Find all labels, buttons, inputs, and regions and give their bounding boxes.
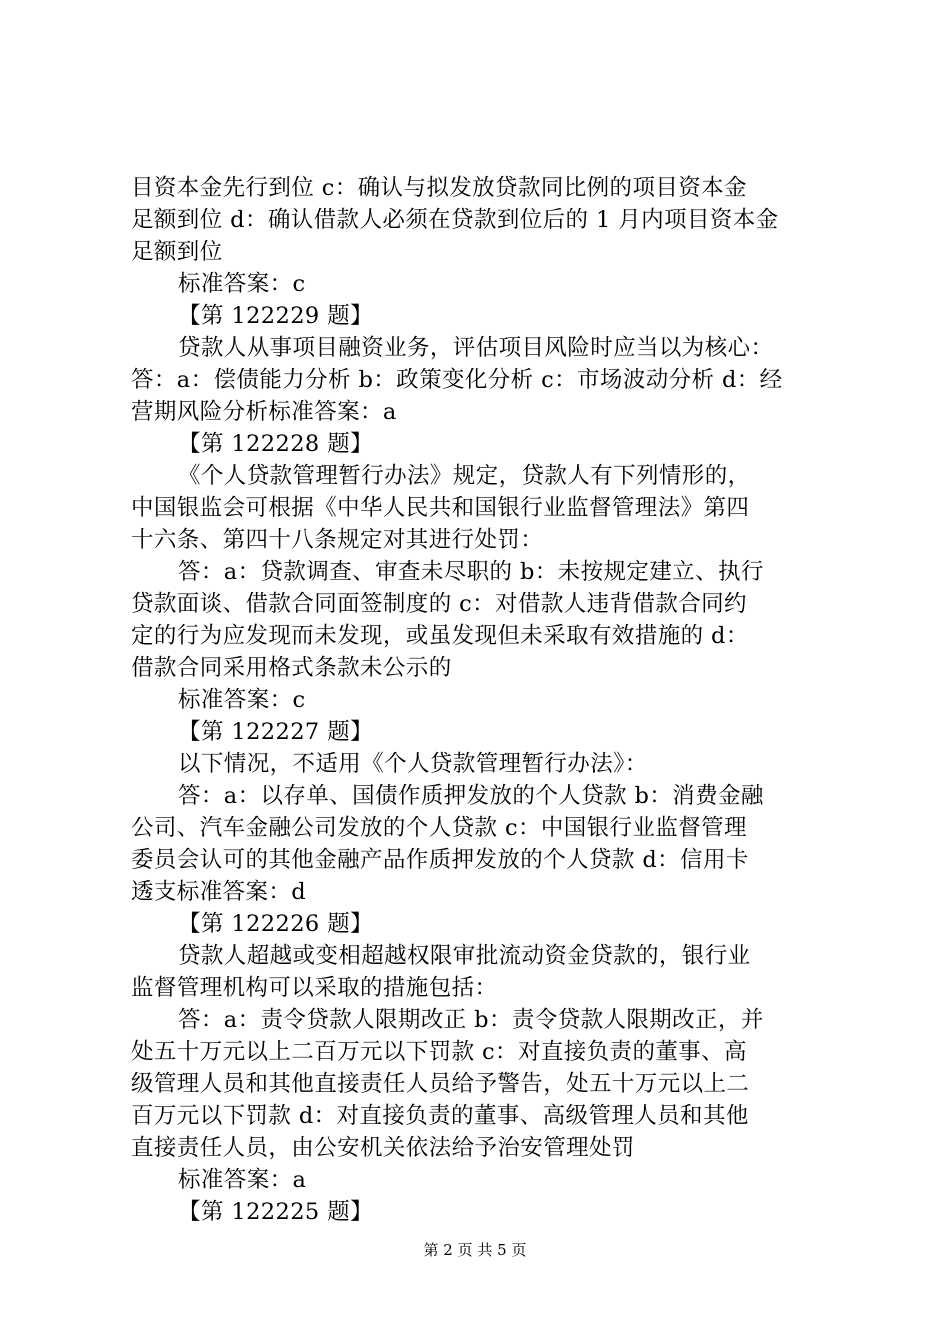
text-line: 足额到位 d：确认借款人必须在贷款到位后的 1 月内项目资本金	[131, 207, 779, 233]
text-line: 标准答案：a	[178, 1167, 307, 1193]
text-line: 【第 122226 题】	[178, 911, 373, 937]
text-line: 公司、汽车金融公司发放的个人贷款 c：中国银行业监督管理	[131, 815, 747, 841]
text-line: 目资本金先行到位 c：确认与拟发放贷款同比例的项目资本金	[131, 175, 747, 201]
text-line: 借款合同采用格式条款未公示的	[131, 655, 452, 681]
document-body	[131, 172, 831, 1228]
text-line: 【第 122229 题】	[178, 303, 373, 329]
text-line: 【第 122225 题】	[178, 1199, 373, 1225]
text-line: 直接责任人员，由公安机关依法给予治安管理处罚	[131, 1135, 635, 1161]
page-footer: 第 2 页 共 5 页	[423, 1241, 527, 1259]
text-line: 委员会认可的其他金融产品作质押发放的个人贷款 d：信用卡	[131, 847, 749, 873]
text-line: 答：a：偿债能力分析 b：政策变化分析 c：市场波动分析 d：经	[131, 367, 783, 393]
text-line: 中国银监会可根据《中华人民共和国银行业监督管理法》第四	[131, 495, 750, 521]
text-line: 监督管理机构可以采取的措施包括：	[131, 975, 498, 1001]
text-line: 【第 122227 题】	[178, 719, 373, 745]
text-line: 贷款面谈、借款合同面签制度的 c：对借款人违背借款合同约	[131, 591, 747, 617]
text-line: 足额到位	[131, 239, 223, 265]
text-line: 《个人贷款管理暂行办法》规定，贷款人有下列情形的，	[178, 463, 751, 489]
text-line: 十六条、第四十八条规定对其进行处罚：	[131, 527, 544, 553]
text-line: 答：a：责令贷款人限期改正 b：责令贷款人限期改正，并	[178, 1007, 764, 1033]
text-line: 答：a：贷款调查、审查未尽职的 b：未按规定建立、执行	[178, 559, 764, 585]
text-line: 答：a：以存单、国债作质押发放的个人贷款 b：消费金融	[178, 783, 764, 809]
text-line: 级管理人员和其他直接责任人员给予警告，处五十万元以上二	[131, 1071, 750, 1097]
text-line: 【第 122228 题】	[178, 431, 373, 457]
text-line: 贷款人超越或变相超越权限审批流动资金贷款的，银行业	[178, 943, 751, 969]
text-line: 贷款人从事项目融资业务，评估项目风险时应当以为核心：	[178, 335, 774, 361]
text-line: 标准答案：c	[178, 271, 306, 297]
text-line: 百万元以下罚款 d：对直接负责的董事、高级管理人员和其他	[131, 1103, 749, 1129]
text-line: 以下情况，不适用《个人贷款管理暂行办法》：	[178, 751, 648, 777]
text-line: 透支标准答案：d	[131, 879, 307, 905]
text-line: 处五十万元以上二百万元以下罚款 c：对直接负责的董事、高	[131, 1039, 747, 1065]
text-line: 定的行为应发现而未发现，或虽发现但未采取有效措施的 d：	[131, 623, 749, 649]
text-line: 标准答案：c	[178, 687, 306, 713]
text-line: 营期风险分析标准答案：a	[131, 399, 397, 425]
